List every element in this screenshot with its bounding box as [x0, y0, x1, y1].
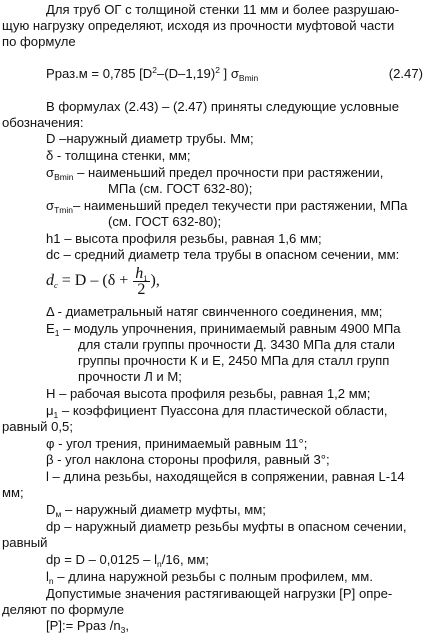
formula-sub: Bmin	[238, 72, 259, 83]
defs-intro-line-2: обозначения:	[2, 115, 84, 130]
def-E1	[46, 321, 401, 337]
mu-sub: 1	[53, 409, 59, 420]
ln-letter: l	[46, 569, 49, 584]
formula-number: (2.47)	[388, 66, 423, 81]
def-H: Н – рабочая высота профиля резьбы, равная 1,2 мм;	[46, 386, 371, 401]
Dm-sub: м	[55, 508, 62, 519]
P-formula-sub: 3	[120, 624, 126, 635]
formula-2-47	[46, 66, 431, 82]
intro-line-2: щую нагрузку определяют, исходя из прочности муфтовой части	[2, 18, 395, 33]
formula-lhs: Рраз.м = 0,785 [D	[46, 66, 153, 81]
dc-sub: c	[54, 280, 58, 291]
E1-text: – модуль упрочнения, принимаемый равным 4900 МПа	[59, 321, 401, 336]
allowable-load-line1: Допустимые значения растягивающей нагрузки [P] опре-	[46, 586, 393, 601]
intro-line-1: Для труб ОГ с толщиной стенки 11 мм и более разрушаю-	[46, 2, 400, 17]
def-E1-line4: прочности Л и М;	[78, 369, 182, 384]
mu-text: – коэффициент Пуассона для пластической области,	[58, 403, 388, 418]
sigma-t-text: – наименьший предел текучести при растяжении, МПа	[72, 198, 408, 213]
def-sigma-b-cont: МПа (см. ГОСТ 632-80);	[108, 181, 253, 196]
def-h1: h1 – высота профиля резьбы, равная 1,6 мм;	[46, 231, 322, 246]
def-beta: β - угол наклона стороны профиля, равный 3°;	[46, 452, 330, 467]
dc-fraction	[133, 266, 149, 297]
def-dp: dp – наружный диаметр резьбы муфты в опасном сечении,	[46, 519, 407, 534]
mu-letter: μ	[46, 403, 54, 418]
def-dp-line2: равный	[2, 535, 48, 550]
sigma-symbol: σ	[46, 165, 55, 180]
sigma-t-sub: Tmin	[54, 204, 73, 215]
dc-num-sub: 1	[143, 272, 148, 283]
sigma-b-sub: Bmin	[54, 171, 74, 182]
def-E1-line3: группы прочности К и Е, 2450 МПа для сталл групп	[78, 353, 390, 368]
def-sigma-t-cont: (см. ГОСТ 632-80);	[108, 214, 222, 229]
dc-fraction-denominator: 2	[137, 281, 146, 298]
ln-text: – длина наружной резьбы с полным профилем, мм.	[53, 569, 373, 584]
dc-formula	[46, 266, 160, 297]
formula-mid: –(D–1,19)	[156, 66, 216, 81]
E1-letter: E	[46, 321, 55, 336]
sigma-b-text: – наименьший предел прочности при растяжении,	[73, 165, 384, 180]
allowable-load-line2: деляют по формуле	[2, 602, 125, 617]
def-sigma-t	[46, 198, 407, 214]
dc-eq: = D – (δ +	[57, 272, 133, 290]
def-sigma-b	[46, 165, 383, 181]
dp-formula-a: dp = D – 0,0125 – l	[46, 552, 158, 567]
allowable-load-formula	[46, 618, 129, 634]
Dm-letter: D	[46, 502, 56, 517]
def-l-line2: мм;	[2, 485, 24, 500]
def-dc: dc – средний диаметр тела трубы в опасном сечении, мм:	[46, 247, 400, 262]
dc-num-h: h	[135, 265, 144, 282]
formula-rhs: ] σ	[219, 66, 239, 81]
def-phi: φ - угол трения, принимаемый равным 11°;	[46, 436, 308, 451]
def-E1-line2: для стали группы прочности Д. 3430 МПа для стали	[78, 337, 395, 352]
ln-sub: n	[48, 575, 54, 586]
dp-formula-sub: n	[157, 558, 162, 569]
sigma-symbol-t: σ	[46, 198, 55, 213]
def-Delta: Δ - диаметральный натяг свинченного соединения, мм;	[46, 304, 383, 319]
dp-formula-b: /16, мм;	[161, 552, 209, 567]
dp-formula	[46, 552, 209, 568]
P-formula-b: ,	[125, 618, 130, 633]
Dm-text: – наружный диаметр муфты, мм;	[61, 502, 266, 517]
intro-line-3: по формуле	[2, 34, 76, 49]
def-ln	[46, 569, 373, 585]
formula-sup: 2	[152, 65, 157, 76]
def-l: l – длина резьбы, находящейся в сопряжении, равная L-14	[46, 469, 405, 484]
dc-fraction-numerator	[133, 266, 149, 282]
def-mu-line2: равный 0,5;	[2, 419, 73, 434]
dc-d: d	[46, 272, 54, 290]
formula-sup-b: 2	[215, 65, 220, 76]
def-Dm	[46, 502, 266, 518]
def-D: D –наружный диаметр трубы. Мм;	[46, 131, 254, 146]
def-mu	[46, 403, 388, 419]
E1-sub: 1	[54, 327, 60, 338]
P-formula-a: [P]:= Рраз /n	[46, 618, 121, 633]
def-delta: δ - толщина стенки, мм;	[46, 148, 191, 163]
dc-close: ),	[150, 272, 160, 290]
defs-intro-line-1: В формулах (2.43) – (2.47) приняты следующие условные	[46, 99, 399, 114]
